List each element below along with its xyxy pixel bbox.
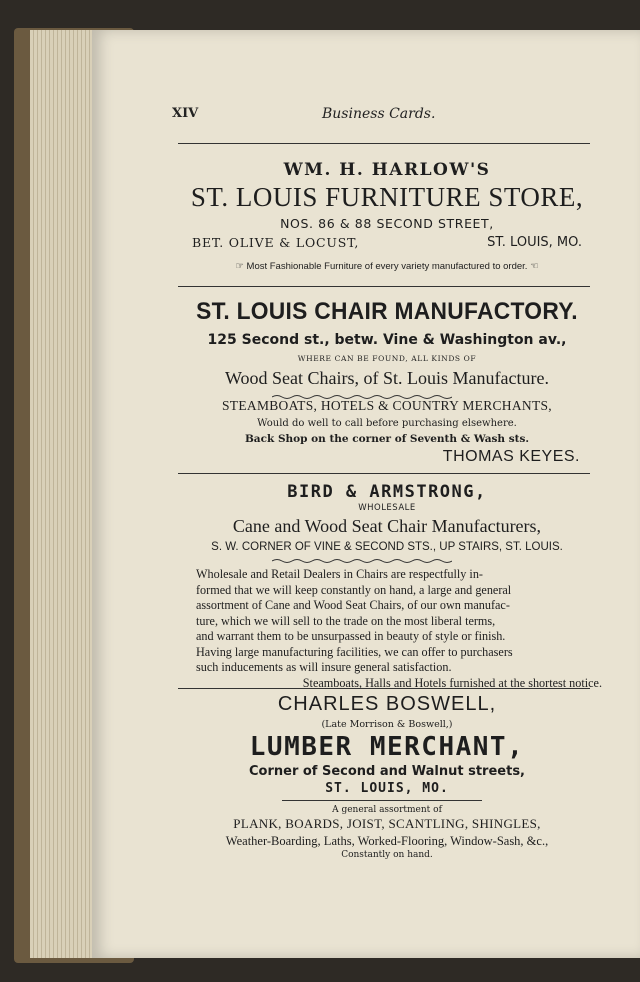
chair-advice: Would do well to call before purchasing elsewhere. [257, 418, 517, 429]
divider [178, 473, 590, 474]
boswell-name: CHARLES BOSWELL, [277, 693, 497, 715]
chair-audience: STEAMBOATS, HOTELS & COUNTRY MERCHANTS, [222, 398, 552, 413]
bird-address: S. W. CORNER OF VINE & SECOND STS., UP STAIRS, ST. LOUIS. [211, 541, 563, 553]
chair-owner: THOMAS KEYES. [442, 448, 580, 465]
page [92, 30, 640, 958]
chair-product: Wood Seat Chairs, of St. Louis Manufacture. [225, 368, 549, 388]
bird-title: Cane and Wood Seat Chair Manufacturers, [232, 516, 542, 536]
body-line: formed that we will keep constantly on hand, a large and general [196, 582, 512, 597]
harlow-between: BET. OLIVE & LOCUST, [192, 235, 360, 250]
bird-name: BIRD & ARMSTRONG, [287, 482, 487, 502]
body-line: ture, which we will sell to the trade on the most liberal terms, [196, 613, 496, 628]
boswell-onhand: Constantly on hand. [341, 850, 433, 860]
bird-body [196, 567, 602, 691]
divider [282, 800, 482, 801]
harlow-tagline-text: Most Fashionable Furniture of every variety manufactured to order. [246, 261, 528, 272]
chair-found: WHERE CAN BE FOUND, ALL KINDS OF [297, 354, 477, 363]
body-line: Steamboats, Halls and Hotels furnished at the shortest notice. [302, 675, 602, 690]
harlow-store: ST. LOUIS FURNITURE STORE, [190, 182, 584, 212]
body-line: such inducements as will insure general satisfaction. [196, 660, 452, 674]
chair-shop: Back Shop on the corner of Seventh & Wash sts. [244, 433, 530, 445]
body-line: and warrant them to be unsurpassed in beauty of style or finish. [196, 629, 506, 643]
harlow-address: NOS. 86 & 88 SECOND STREET, [280, 216, 494, 231]
boswell-city: ST. LOUIS, MO. [325, 781, 449, 796]
bird-wholesale: WHOLESALE [358, 503, 416, 513]
divider [178, 143, 590, 144]
divider [178, 688, 590, 689]
boswell-title: LUMBER MERCHANT, [249, 732, 525, 762]
chair-address: 125 Second st., betw. Vine & Washington av., [207, 332, 567, 348]
body-line: assortment of Cane and Wood Seat Chairs, of our own manufac- [196, 598, 510, 612]
boswell-goods-1: PLANK, BOARDS, JOIST, SCANTLING, SHINGLES, [233, 816, 541, 831]
page-title: Business Cards. [322, 106, 436, 122]
chair-title: ST. LOUIS CHAIR MANUFACTORY. [196, 298, 578, 325]
page-number: XIV [172, 106, 199, 121]
harlow-tagline [172, 261, 602, 272]
boswell-corner: Corner of Second and Walnut streets, [248, 764, 525, 779]
divider [178, 286, 590, 287]
hand-pointer-icon: ☞ [235, 261, 244, 272]
body-line: Having large manufacturing facilities, we can offer to purchasers [196, 644, 513, 659]
harlow-name: WM. H. HARLOW'S [283, 160, 491, 180]
running-header [172, 106, 600, 126]
body-line: Wholesale and Retail Dealers in Chairs are respectfully in- [196, 567, 483, 581]
boswell-goods-2: Weather-Boarding, Laths, Worked-Flooring, Window-Sash, &c., [225, 834, 549, 848]
boswell-assortment: A general assortment of [332, 805, 442, 815]
wavy-rule [272, 558, 452, 564]
boswell-late: (Late Morrison & Boswell,) [321, 719, 453, 730]
harlow-city: ST. LOUIS, MO. [487, 235, 582, 250]
hand-pointer-icon: ☜ [530, 261, 539, 272]
